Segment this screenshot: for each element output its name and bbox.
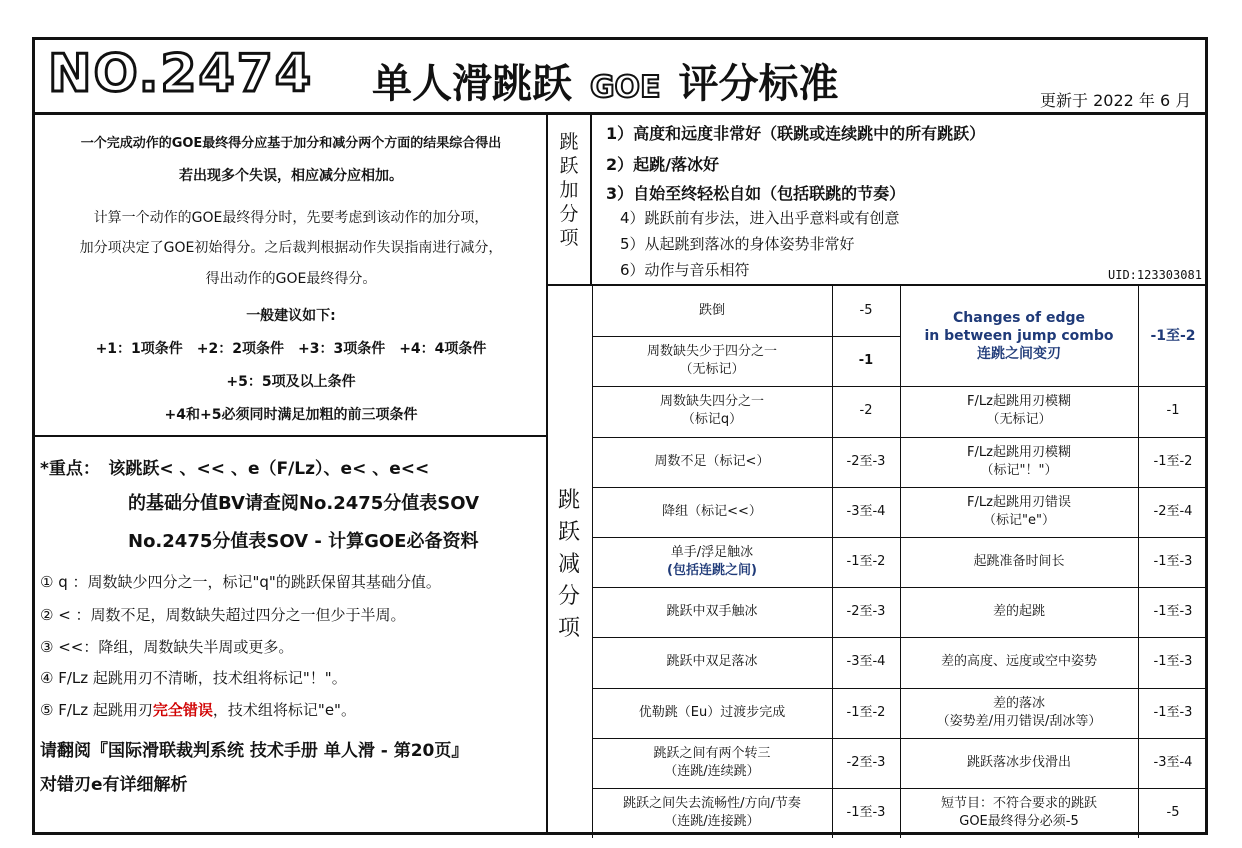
deduction-left-value-text: -2至-3 bbox=[846, 453, 886, 469]
deduction-right-value-text: -1至-2 bbox=[1153, 453, 1193, 469]
deduction-left-item-text: 周数缺失四分之一 bbox=[659, 394, 764, 410]
table-grid-line bbox=[900, 537, 1208, 538]
deduction-left-item-text: 跌倒 bbox=[698, 303, 725, 319]
deduction-left-item-sub: (包括连跳之间) bbox=[667, 563, 757, 579]
deduction-left-value bbox=[832, 336, 900, 386]
header-divider bbox=[32, 112, 1208, 115]
key-point-line-a: *重点： 该跳跃< 、<< 、e（F/Lz）、e< 、e<< bbox=[40, 459, 430, 479]
table-grid-line bbox=[1138, 286, 1139, 838]
deduction-left-item-text: 跳跃中双足落冰 bbox=[666, 654, 758, 670]
plus-label-divider bbox=[590, 112, 592, 284]
deduction-left-item bbox=[592, 386, 832, 436]
deduction-left-item-sub: （连跳/连接跳） bbox=[664, 814, 760, 830]
deduction-right-item-text: F/Lz起跳用刃错误 bbox=[967, 494, 1071, 510]
advice-line-1: +1：1项条件 +2：2项条件 +3：3项条件 +4：4项条件 bbox=[95, 341, 487, 357]
plus-section-label: 跳 跃 加 分 项 bbox=[559, 131, 579, 249]
deduction-left-value-text: -2 bbox=[859, 403, 873, 419]
deduction-left-value bbox=[832, 537, 900, 587]
deduction-right-item-sub: （无标记） bbox=[986, 412, 1052, 428]
deduction-right-value-text: -1至-3 bbox=[1153, 554, 1193, 570]
deduction-right-item bbox=[900, 587, 1138, 637]
table-grid-line bbox=[592, 487, 900, 488]
deduction-left-item bbox=[592, 738, 832, 788]
deduction-left-item-text: 跳跃之间失去流畅性/方向/节奏 bbox=[623, 796, 801, 812]
key-point-line-b: 的基础分值BV请查阅No.2475分值表SOV bbox=[128, 493, 479, 514]
deduction-right-item-text: 短节目：不符合要求的跳跃 bbox=[940, 796, 1097, 812]
deduction-right-item-text: 跳跃落冰步伐滑出 bbox=[966, 754, 1071, 770]
advice-line-3: +4和+5必须同时满足加粗的前三项条件 bbox=[164, 407, 418, 423]
plus-item-4: 4）跳跃前有步法，进入出乎意料或有创意 bbox=[620, 209, 900, 227]
deduction-left-value bbox=[832, 788, 900, 838]
table-grid-line bbox=[592, 386, 900, 387]
title-part-b: 评分标准 bbox=[678, 61, 839, 107]
deduction-left-item-sub: （无标记） bbox=[679, 362, 745, 378]
intro-line-1: 一个完成动作的GOE最终得分应基于加分和减分两个方面的结果综合得出 bbox=[80, 136, 502, 151]
table-grid-line bbox=[832, 286, 833, 838]
deduction-left-item bbox=[592, 788, 832, 838]
deduction-left-item bbox=[592, 688, 832, 738]
updated-date: 更新于 2022 年 6 月 bbox=[1040, 91, 1192, 110]
title-goe: GOE bbox=[589, 70, 661, 105]
deduction-right-item bbox=[900, 386, 1138, 436]
deduction-right-value bbox=[1138, 688, 1208, 738]
deduction-right-value-text: -1至-3 bbox=[1153, 654, 1193, 670]
edge-change-value bbox=[1138, 286, 1208, 386]
deduction-left-item-sub: （标记q） bbox=[681, 412, 743, 428]
left-section-divider bbox=[32, 435, 547, 437]
deduction-left-value bbox=[832, 637, 900, 687]
edge-change-cell-text: Changes of edge bbox=[953, 310, 1085, 327]
table-grid-line bbox=[900, 788, 1208, 789]
deduction-left-item bbox=[592, 637, 832, 687]
deduction-right-item-text: 差的落冰 bbox=[992, 695, 1045, 711]
note-wrong-edge-b: ，技术组将标记"e"。 bbox=[212, 701, 356, 719]
deduction-right-value bbox=[1138, 788, 1208, 838]
note-unclear-edge: ④ F/Lz 起跳用刃不清晰，技术组将标记"！"。 bbox=[40, 669, 347, 687]
plus-item-5: 5）从起跳到落冰的身体姿势非常好 bbox=[620, 235, 855, 253]
deduction-left-item bbox=[592, 336, 832, 386]
table-grid-line bbox=[592, 437, 900, 438]
plus-item-6: 6）动作与音乐相符 bbox=[620, 261, 750, 279]
advice-title: 一般建议如下: bbox=[246, 308, 336, 324]
table-grid-line bbox=[592, 637, 900, 638]
deduction-right-item-sub: （标记"！"） bbox=[980, 462, 1058, 478]
deduction-left-item-text: 周数缺失少于四分之一 bbox=[646, 344, 777, 360]
table-grid-line bbox=[900, 487, 1208, 488]
deduction-right-item bbox=[900, 437, 1138, 487]
deduction-left-value bbox=[832, 587, 900, 637]
edge-change-cell bbox=[900, 286, 1138, 386]
deduction-left-value-text: -3至-4 bbox=[846, 654, 886, 670]
deduction-right-item-sub: （姿势差/用刃错误/刮冰等） bbox=[936, 713, 1102, 729]
table-grid-line bbox=[592, 587, 900, 588]
table-grid-line bbox=[900, 286, 901, 838]
doc-number-logo: NO.2474 bbox=[48, 44, 314, 104]
table-grid-line bbox=[900, 637, 1208, 638]
deduction-right-value-text: -1至-3 bbox=[1153, 704, 1193, 720]
deduction-left-item bbox=[592, 487, 832, 537]
deduction-left-item-text: 单手/浮足触冰 bbox=[670, 545, 754, 561]
page-title bbox=[372, 52, 839, 109]
deduction-left-value bbox=[832, 487, 900, 537]
deduction-left-item-text: 优勒跳（Eu）过渡步完成 bbox=[638, 704, 786, 720]
note-wrong-edge bbox=[40, 699, 356, 720]
table-grid-line bbox=[592, 738, 900, 739]
deduction-left-value-text: -2至-3 bbox=[846, 604, 886, 620]
key-point-line-c: No.2475分值表SOV - 计算GOE必备资料 bbox=[128, 531, 479, 552]
edge-change-value-text: -1至-2 bbox=[1150, 328, 1196, 345]
deduction-right-item bbox=[900, 688, 1138, 738]
deduction-left-item bbox=[592, 587, 832, 637]
deduction-right-item bbox=[900, 537, 1138, 587]
deduction-right-item-sub: GOE最终得分必须-5 bbox=[959, 814, 1079, 830]
table-grid-line bbox=[592, 537, 900, 538]
deduction-right-item-text: 差的高度、远度或空中姿势 bbox=[940, 654, 1097, 670]
uid-label: UID:123303081 bbox=[1108, 268, 1202, 282]
plus-item-3: 3）自始至终轻松自如（包括联跳的节奏） bbox=[606, 184, 906, 203]
deduction-left-value-text: -1 bbox=[858, 353, 874, 369]
note-q: ① q ：周数缺少四分之一，标记"q"的跳跃保留其基础分值。 bbox=[40, 573, 441, 591]
table-grid-line bbox=[900, 587, 1208, 588]
note-under-rotated: ② < ：周数不足，周数缺失超过四分之一但少于半周。 bbox=[40, 606, 406, 624]
table-grid-line bbox=[592, 688, 900, 689]
deduction-right-value-text: -5 bbox=[1166, 805, 1180, 821]
deduction-right-value-text: -1至-3 bbox=[1153, 604, 1193, 620]
deduction-left-item-text: 跳跃之间有两个转三 bbox=[653, 745, 771, 761]
edge-change-cell-sub: in between jump combo bbox=[924, 328, 1114, 345]
table-grid-line bbox=[592, 286, 593, 838]
deduction-left-value-text: -2至-3 bbox=[846, 754, 886, 770]
deduction-left-item-sub: （连跳/连续跳） bbox=[664, 763, 760, 779]
intro-line-4: 加分项决定了GOE初始得分。之后裁判根据动作失误指南进行减分， bbox=[79, 240, 503, 256]
deduction-right-item bbox=[900, 738, 1138, 788]
deduction-left-value bbox=[832, 688, 900, 738]
deduction-right-item bbox=[900, 487, 1138, 537]
deduction-right-value-text: -1 bbox=[1166, 403, 1180, 419]
deduction-right-value bbox=[1138, 386, 1208, 436]
edge-change-cell-zh: 连跳之间变刃 bbox=[977, 346, 1061, 363]
deduction-right-item-text: F/Lz起跳用刃模糊 bbox=[967, 444, 1071, 460]
deduction-right-value bbox=[1138, 637, 1208, 687]
deduction-left-value-text: -1至-2 bbox=[846, 554, 886, 570]
advice-line-2: +5：5项及以上条件 bbox=[226, 374, 356, 390]
deduction-right-item-text: F/Lz起跳用刃模糊 bbox=[967, 394, 1071, 410]
deduction-left-item bbox=[592, 437, 832, 487]
deduction-right-item-text: 差的起跳 bbox=[992, 604, 1045, 620]
reference-line-1: 请翻阅『国际滑联裁判系统 技术手册 单人滑 - 第20页』 bbox=[40, 741, 469, 761]
deduction-left-value bbox=[832, 286, 900, 336]
deduction-right-value bbox=[1138, 487, 1208, 537]
deduction-right-value bbox=[1138, 738, 1208, 788]
plus-item-2: 2）起跳/落冰好 bbox=[606, 155, 719, 174]
deduction-left-value bbox=[832, 437, 900, 487]
deduction-left-value-text: -1至-2 bbox=[846, 704, 886, 720]
deduction-right-item bbox=[900, 637, 1138, 687]
deduction-left-item-text: 降组（标记<<） bbox=[662, 503, 762, 519]
table-grid-line bbox=[900, 688, 1208, 689]
deduction-left-value-text: -1至-3 bbox=[846, 805, 886, 821]
deduction-right-value bbox=[1138, 537, 1208, 587]
deduction-right-value bbox=[1138, 587, 1208, 637]
deduction-left-item bbox=[592, 286, 832, 336]
deduction-right-value-text: -2至-4 bbox=[1153, 503, 1193, 519]
deduction-right-item bbox=[900, 788, 1138, 838]
table-grid-line bbox=[900, 386, 1208, 387]
deduction-left-item-text: 周数不足（标记<） bbox=[654, 453, 770, 469]
deduction-left-item-text: 跳跃中双手触冰 bbox=[666, 604, 758, 620]
note-downgraded: ③ <<：降组，周数缺失半周或更多。 bbox=[40, 638, 294, 656]
plus-item-1: 1）高度和远度非常好（联跳或连续跳中的所有跳跃） bbox=[606, 124, 986, 143]
deduction-left-value-text: -5 bbox=[859, 303, 873, 319]
intro-line-2: 若出现多个失误，相应减分应相加。 bbox=[179, 168, 403, 184]
deduction-right-item-text: 起跳准备时间长 bbox=[973, 554, 1065, 570]
title-part-a: 单人滑跳跃 bbox=[372, 61, 572, 107]
deduction-left-value bbox=[832, 386, 900, 436]
deduction-left-value bbox=[832, 738, 900, 788]
deduction-right-value-text: -3至-4 bbox=[1153, 754, 1193, 770]
note-wrong-edge-red: 完全错误 bbox=[152, 701, 213, 719]
deduction-right-item-sub: （标记"e"） bbox=[983, 512, 1055, 528]
deduction-left-value-text: -3至-4 bbox=[846, 503, 886, 519]
note-wrong-edge-a: ⑤ F/Lz 起跳用刃 bbox=[40, 701, 153, 719]
intro-line-3: 计算一个动作的GOE最终得分时，先要考虑到该动作的加分项， bbox=[93, 210, 489, 226]
minus-section-label: 跳 跃 减 分 项 bbox=[557, 488, 580, 641]
reference-line-2: 对错刃e有详细解析 bbox=[40, 775, 188, 795]
table-grid-line bbox=[592, 788, 900, 789]
deduction-right-value bbox=[1138, 437, 1208, 487]
intro-line-5: 得出动作的GOE最终得分。 bbox=[205, 271, 377, 287]
deduction-left-item bbox=[592, 537, 832, 587]
table-grid-line bbox=[900, 738, 1208, 739]
table-grid-line bbox=[592, 336, 900, 337]
table-grid-line bbox=[900, 437, 1208, 438]
